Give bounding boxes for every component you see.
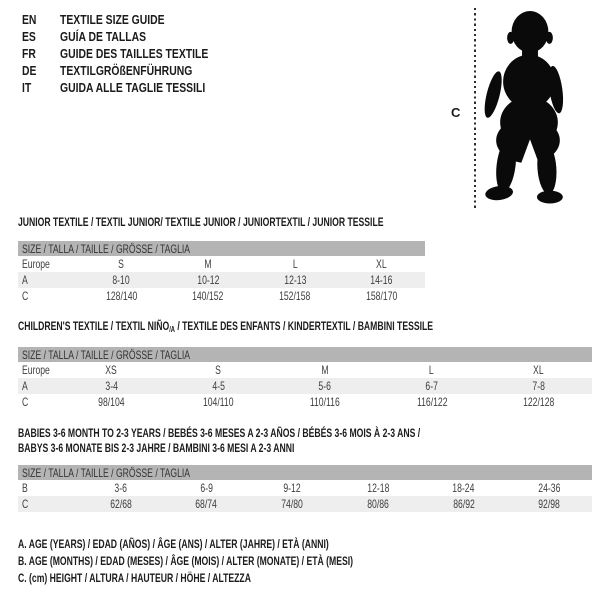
cell: 7-8 [532,379,545,393]
cell: 116/122 [416,395,448,409]
lang-code: FR [22,46,36,61]
cell: 92/98 [538,497,560,511]
row-label: Europe [22,363,50,377]
size-header-row: SIZE / TALLA / TAILLE / GRÖSSE / TAGLIA [18,241,425,256]
junior-table-title: JUNIOR TEXTILE / TEXTIL JUNIOR/ TEXTILE JUNIOR / JUNIORTEXTIL / JUNIOR TESSILE [18,215,384,229]
junior-size-table [18,241,425,304]
cell: 128/140 [105,289,137,303]
table-row-height [18,496,592,512]
cell: 18-24 [452,481,475,495]
lang-line-en [22,11,245,28]
cell: 8-10 [112,273,131,287]
row-label: C [22,289,29,303]
cell: 74/80 [281,497,303,511]
cell: L [292,257,298,271]
cell: 14-16 [370,273,393,287]
cell: 9-12 [283,481,301,495]
legend-line-c: C. (cm) HEIGHT / ALTURA / HAUTEUR / HÖHE / ALTEZZA [18,571,251,585]
table-row-age [18,378,592,394]
cell: 80/86 [367,497,389,511]
cell: 86/92 [452,497,475,511]
cell: 98/104 [98,395,125,409]
lang-text: GUIDE DES TAILLES TEXTILE [60,46,209,61]
cell: 5-6 [318,379,332,393]
legend-line-a: A. AGE (YEARS) / EDAD (AÑOS) / ÂGE (ANS) / ALTER (JAHRE) / ETÀ (ANNI) [18,537,329,551]
height-measure-dashed-line [474,8,476,208]
row-label: A [22,273,28,287]
language-title-block [22,11,245,96]
cell: 62/68 [110,497,132,511]
cell: 24-36 [538,481,561,495]
table-row-europe [18,256,425,272]
cell: 6-9 [200,481,213,495]
lang-text: TEXTILE SIZE GUIDE [60,12,165,27]
lang-line-it [22,79,245,96]
table-row-age [18,272,425,288]
children-size-table [18,347,592,410]
lang-code: EN [22,12,37,27]
cell: 158/170 [365,289,398,303]
row-label: C [22,395,29,409]
lang-line-de [22,62,245,79]
lang-text: GUÍA DE TALLAS [60,29,147,44]
lang-line-es [22,28,245,45]
table-row-europe [18,362,592,378]
lang-line-fr [22,45,245,62]
cell: 122/128 [522,395,555,409]
legend-line-b: B. AGE (MONTHS) / EDAD (MESES) / ÂGE (MOIS) / ALTER (MONATE) / ETÀ (MESI) [18,554,354,568]
size-header-row: SIZE / TALLA / TAILLE / GRÖSSE / TAGLIA [18,347,592,362]
cell: 10-12 [197,273,220,287]
cell: 140/152 [192,289,224,303]
table-row-height [18,394,592,410]
cell: XL [533,363,544,377]
cell: 3-4 [105,379,118,393]
cell: 12-18 [366,481,389,495]
row-label: A [22,379,28,393]
cell: XL [376,257,387,271]
cell: M [204,257,212,271]
row-label: Europe [22,257,50,271]
cell: 110/116 [310,395,340,409]
cell: 4-5 [211,379,225,393]
babies-table-title: BABIES 3-6 MONTH TO 2-3 YEARS / BEBÉS 3-6 MESES A 2-3 AÑOS / BÉBÉS 3-6 MOIS À 2-3 ANS / BABYS 3-6 MONATE BIS 2-3 JAHRE / BAMBINI 3-6 MESI A 2-3 ANNI [18,426,421,455]
children-table-title: CHILDREN'S TEXTILE / TEXTIL $NIÑO_{/A}$ / TEXTILE DES ENFANTS / KINDERTEXTIL / BAMBINI TESSILE [18,319,434,334]
lang-code: ES [22,29,36,44]
cell: 6-7 [425,379,439,393]
lang-text: GUIDA ALLE TAGLIE TESSILI [60,80,206,95]
subscript: /A [169,325,175,334]
table-row-age-months [18,480,592,496]
size-header-row: SIZE / TALLA / TAILLE / GRÖSSE / TAGLIA [18,465,592,480]
cell: 68/74 [195,497,218,511]
lang-code: IT [22,80,32,95]
lang-text: TEXTILGRÖßENFÜHRUNG [60,63,193,78]
lang-code: DE [22,63,37,78]
babies-size-table [18,465,592,512]
cell: 152/158 [279,289,311,303]
cell: XS [105,363,118,377]
legend [18,536,483,587]
cell: S [215,363,222,377]
row-label: B [22,481,28,495]
cell: M [321,363,329,377]
baby-silhouette-figure [480,8,575,207]
cell: 12-13 [283,273,306,287]
cell: S [118,257,125,271]
row-label: C [22,497,29,511]
height-measure-label: C [451,105,461,120]
cell: 104/110 [202,395,234,409]
cell: 3-6 [114,481,128,495]
table-row-height [18,288,425,304]
cell: L [429,363,435,377]
